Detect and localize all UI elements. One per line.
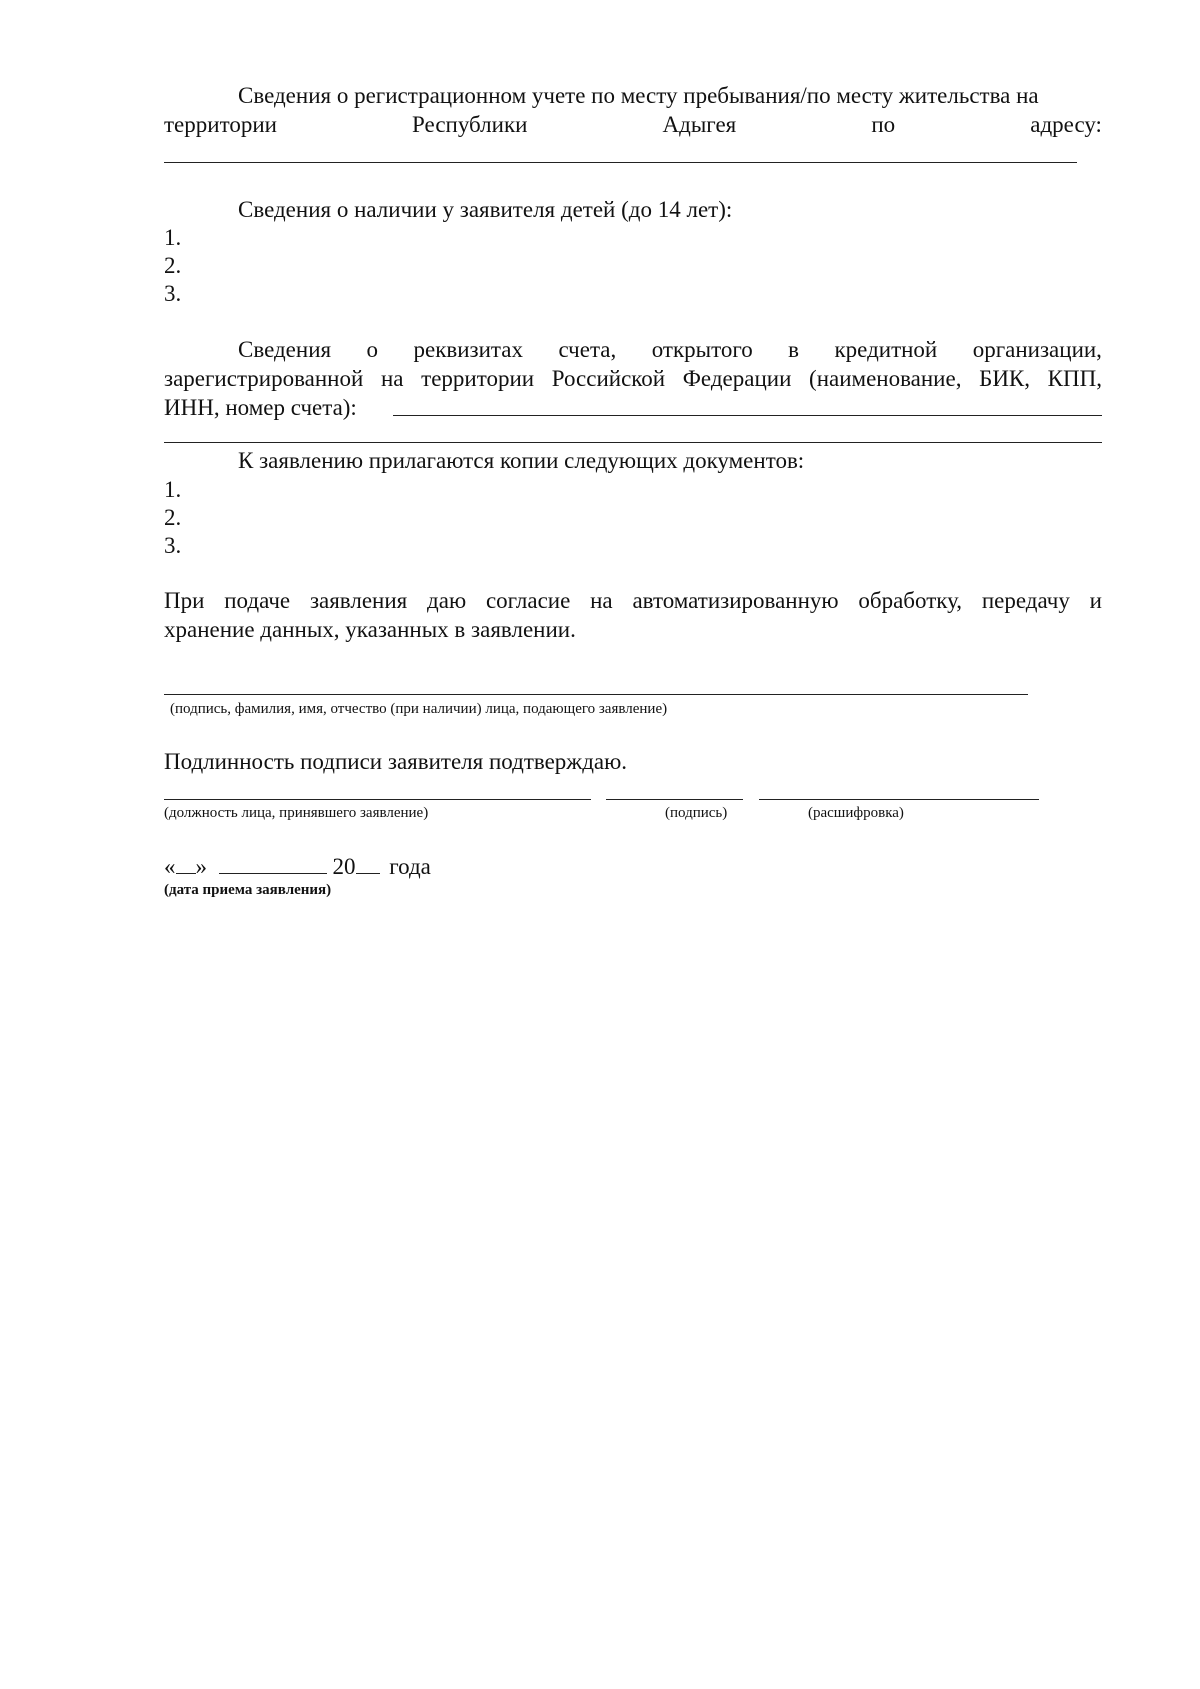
- registration-line-1: Сведения о регистрационном учете по месту пребывания/по месту жительства на: [238, 83, 1039, 108]
- registration-word: по: [871, 112, 896, 137]
- registration-word: адресу:: [1030, 112, 1102, 137]
- decoding-caption: (расшифровка): [808, 805, 904, 821]
- account-word: организации,: [972, 337, 1102, 362]
- signature-line[interactable]: [606, 799, 743, 800]
- account-word: реквизитах: [413, 337, 523, 362]
- account-word: о: [366, 337, 379, 362]
- date-close-quote: »: [195, 854, 207, 879]
- account-word: в: [788, 337, 800, 362]
- account-word: счета,: [558, 337, 617, 362]
- date-year-word: года: [389, 854, 431, 879]
- account-line-3-label: ИНН, номер счета):: [164, 395, 357, 420]
- consent-word: и: [1089, 588, 1102, 613]
- documents-item[interactable]: 3.: [164, 533, 182, 558]
- account-word: открытого: [651, 337, 753, 362]
- applicant-signature-caption: (подпись, фамилия, имя, отчество (при наличии) лица, подающего заявление): [170, 701, 668, 717]
- account-line-1: [238, 336, 1102, 364]
- consent-word: передачу: [981, 588, 1070, 613]
- registration-word: Адыгея: [662, 112, 737, 137]
- decoding-line[interactable]: [759, 799, 1039, 800]
- children-item[interactable]: 2.: [164, 253, 182, 278]
- consent-word: даю: [427, 588, 467, 613]
- consent-line-2: хранение данных, указанных в заявлении.: [164, 617, 576, 642]
- signature-caption: (подпись): [665, 805, 728, 821]
- documents-heading: К заявлению прилагаются копии следующих документов:: [238, 448, 805, 473]
- account-details-blank-line-2[interactable]: [164, 442, 1102, 443]
- date-open-quote: «: [164, 854, 176, 879]
- day-blank[interactable]: [176, 853, 196, 874]
- consent-word: При: [164, 588, 205, 613]
- position-caption: (должность лица, принявшего заявление): [164, 805, 429, 821]
- position-line[interactable]: [164, 799, 591, 800]
- documents-item[interactable]: 2.: [164, 505, 182, 530]
- consent-word: обработку,: [858, 588, 963, 613]
- applicant-signature-line[interactable]: [164, 694, 1028, 695]
- account-details-blank-line[interactable]: [393, 415, 1102, 416]
- consent-word: заявления: [309, 588, 408, 613]
- consent-word: согласие: [485, 588, 571, 613]
- children-heading: Сведения о наличии у заявителя детей (до 14 лет):: [238, 197, 733, 222]
- year-blank[interactable]: [356, 853, 380, 874]
- date-century: 20: [332, 854, 356, 879]
- account-word: кредитной: [834, 337, 938, 362]
- children-item[interactable]: 3.: [164, 281, 182, 306]
- consent-line-1: [164, 587, 1102, 615]
- children-item[interactable]: 1.: [164, 225, 182, 250]
- account-line-2: зарегистрированной на территории Российской Федерации (наименование, БИК, КПП,: [164, 366, 1102, 391]
- consent-word: автоматизированную: [632, 588, 839, 613]
- registration-line-2: [164, 111, 1102, 139]
- date-line: [164, 853, 431, 881]
- registration-word: территории: [164, 112, 277, 137]
- registration-word: Республики: [412, 112, 528, 137]
- authenticity-statement: Подлинность подписи заявителя подтверждаю.: [164, 749, 628, 774]
- documents-item[interactable]: 1.: [164, 477, 182, 502]
- month-blank[interactable]: [219, 853, 327, 874]
- consent-word: подаче: [224, 588, 291, 613]
- date-caption: (дата приема заявления): [164, 882, 332, 898]
- consent-word: на: [590, 588, 613, 613]
- account-word: Сведения: [238, 337, 332, 362]
- address-blank-line[interactable]: [164, 162, 1077, 163]
